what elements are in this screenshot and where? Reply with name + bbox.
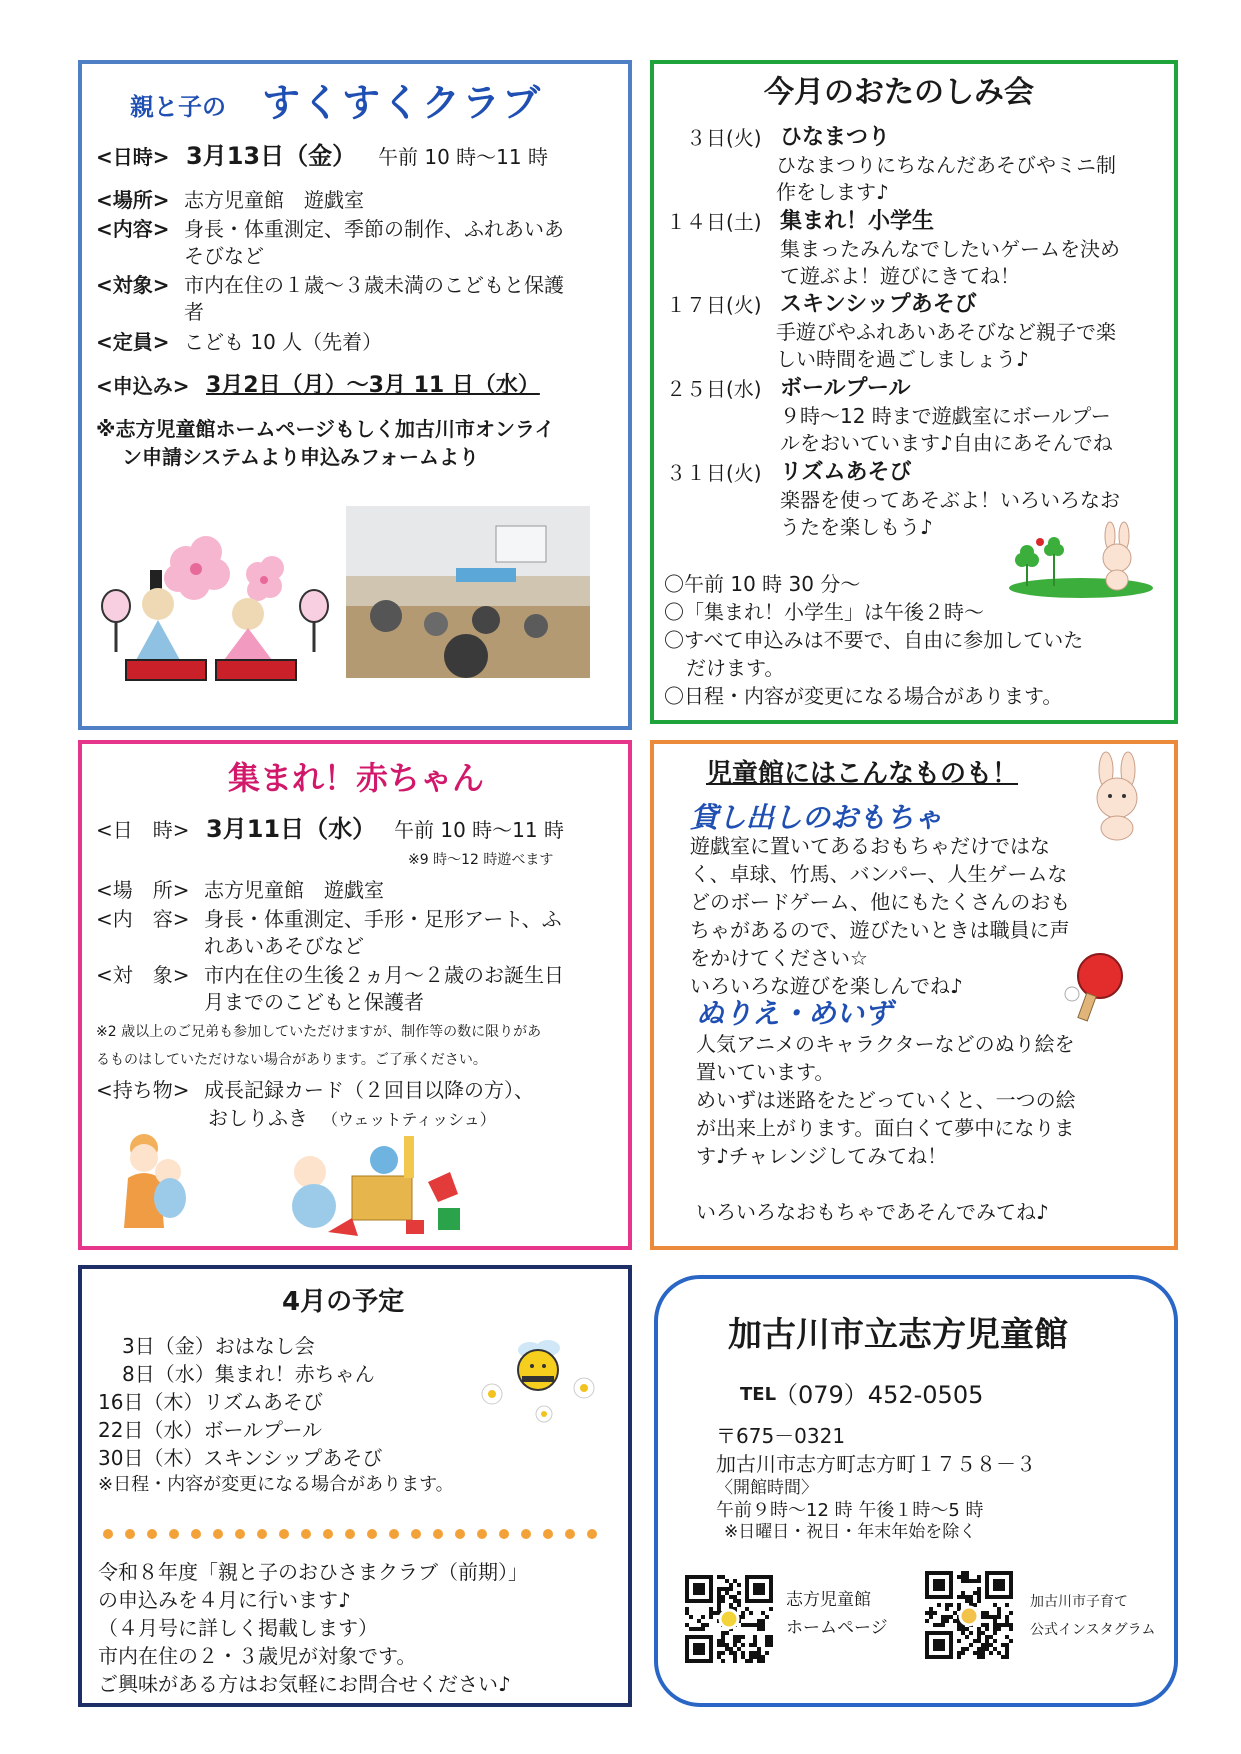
- april-item-3: 16日（木）リズムあそび: [98, 1390, 324, 1414]
- hina-dolls-illustration: [96, 532, 336, 688]
- peach-flower-icon: [164, 536, 284, 601]
- april-item-4: 22日（水）ボールプール: [98, 1418, 323, 1442]
- baby-content-2: れあいあそびなど: [204, 934, 364, 958]
- qr1-label-2: ホームページ: [786, 1618, 888, 1638]
- sun-dot: [235, 1529, 245, 1539]
- empress-doll-icon: [224, 598, 272, 660]
- event-1-desc-2: 作をします♪: [776, 180, 889, 204]
- playroom-photo: [346, 506, 590, 678]
- events-note-1: 〇午前 10 時 30 分～: [664, 572, 861, 596]
- baby-content-1: 身長・体重測定、手形・足形アート、ふ: [204, 907, 562, 931]
- event-3-desc-2: しい時間を過ごしましょう♪: [776, 347, 1029, 371]
- sun-dot: [389, 1529, 399, 1539]
- club-title: すくすくクラブ: [262, 81, 543, 125]
- baby-title: 集まれ！赤ちゃん: [228, 759, 485, 797]
- sun-dots-divider: [98, 1524, 610, 1544]
- event-1-desc-1: ひなまつりにちなんだあそびやミニ制: [776, 153, 1116, 177]
- club-capacity-label: <定員>: [96, 330, 170, 354]
- toys-coloring-heading: ぬりえ・めいず: [696, 997, 893, 1030]
- april-announce-1: 令和８年度「親と子のおひさまクラブ（前期）」: [98, 1560, 528, 1584]
- baby-place-label: <場 所>: [96, 878, 190, 902]
- event-1-name: ひなまつり: [780, 125, 891, 150]
- sun-dot: [213, 1529, 223, 1539]
- toys-rental-line-6: いろいろな遊びを楽しんでね♪: [690, 974, 963, 998]
- sun-dot: [587, 1529, 597, 1539]
- sun-dot: [477, 1529, 487, 1539]
- event-5-desc-1: 楽器を使ってあそぶよ！いろいろなお: [780, 488, 1120, 512]
- hours-label: 〈開館時間〉: [716, 1478, 818, 1498]
- toys-rental-line-1: 遊戯室に置いてあるおもちゃだけではな: [690, 834, 1050, 858]
- april-title: 4月の予定: [282, 1287, 405, 1317]
- event-1-date: ３日(火): [686, 126, 762, 150]
- sun-dot: [367, 1529, 377, 1539]
- sun-dot: [257, 1529, 267, 1539]
- event-3-desc-1: 手遊びやふれあいあそびなど親子で楽: [776, 320, 1116, 344]
- qr1-label-1: 志方児童館: [786, 1590, 871, 1610]
- rabbit-icon: [1103, 522, 1131, 590]
- event-3-name: スキンシップあそび: [780, 292, 977, 317]
- events-note-3a: 〇すべて申込みは不要で、自由に参加していた: [664, 628, 1084, 652]
- qr2-label-1: 加古川市子育て: [1030, 1594, 1128, 1610]
- sun-dot: [125, 1529, 135, 1539]
- club-content-2: そびなど: [184, 244, 264, 268]
- toys-rental-line-3: どのボードゲーム、他にもたくさんのおも: [690, 890, 1071, 914]
- event-5-name: リズムあそび: [780, 460, 912, 485]
- club-note-2: ン申請システムより申込みフォームより: [122, 445, 479, 469]
- address: 加古川市志方町志方町１７５８－３: [716, 1452, 1036, 1476]
- baby-bring-small: （ウェットティッシュ）: [322, 1110, 496, 1129]
- toys-coloring-line-2: 置いています。: [696, 1060, 835, 1084]
- april-announce-4: 市内在住の２・３歳児が対象です。: [98, 1644, 417, 1668]
- sun-dot: [103, 1529, 113, 1539]
- event-5-desc-2: うたを楽しもう♪: [780, 515, 933, 539]
- sun-dot: [191, 1529, 201, 1539]
- baby-toys-illustration: [288, 1132, 488, 1236]
- event-4-name: ボールプール: [780, 376, 911, 401]
- baby-bring-1: 成長記録カード（２回目以降の方）、: [204, 1078, 534, 1102]
- toys-coloring-line-5: す♪チャレンジしてみてね！: [696, 1144, 948, 1168]
- event-5-date: ３１日(火): [666, 461, 762, 485]
- club-time: 午前 10 時～11 時: [378, 145, 548, 169]
- toys-coloring-line-4: が出来上がります。面白くて夢中になりま: [696, 1116, 1075, 1140]
- april-announce-5: ご興味がある方はお気軽にお問合せください♪: [98, 1672, 511, 1696]
- toys-coloring-line-3: めいずは迷路をたどっていくと、一つの絵: [696, 1088, 1076, 1112]
- homepage-qr-code[interactable]: [684, 1574, 774, 1664]
- events-title: 今月のおたのしみ会: [764, 75, 1034, 110]
- baby-target-1: 市内在住の生後２ヵ月～２歳のお誕生日: [204, 963, 564, 987]
- baby-time-note: ※9 時～12 時遊べます: [408, 852, 554, 868]
- mother-baby-illustration: [114, 1128, 204, 1228]
- club-date-label: <日時>: [96, 145, 170, 169]
- april-announce-2: の申込みを４月に行います♪: [98, 1588, 351, 1612]
- baby-sibling-note-1: ※2 歳以上のご兄弟も参加していただけますが、制作等の数に限りがあ: [96, 1024, 542, 1040]
- event-2-desc-2: て遊ぶよ！遊びにきてね！: [780, 264, 1020, 288]
- events-note-3b: だけます。: [686, 656, 785, 680]
- april-item-1: 3日（金）おはなし会: [122, 1334, 315, 1358]
- ping-pong-paddle-icon: [1060, 948, 1128, 1022]
- baby-time: 午前 10 時～11 時: [394, 818, 564, 842]
- april-announce-3: （４月号に詳しく掲載します）: [98, 1616, 378, 1640]
- bee-flowers-illustration: [472, 1336, 602, 1426]
- rabbit-icon: [1082, 750, 1154, 842]
- club-target-2: 者: [184, 300, 204, 324]
- april-item-2: 8日（水）集まれ！赤ちゃん: [122, 1362, 375, 1386]
- baby-date: 3月11日（水）: [206, 815, 377, 843]
- postal-code: 〒675－0321: [716, 1424, 846, 1448]
- sun-dot: [411, 1529, 421, 1539]
- toys-closing: いろいろなおもちゃであそんでみてね♪: [696, 1200, 1049, 1224]
- bee-icon: [518, 1340, 560, 1390]
- qr2-label-2: 公式インスタグラム: [1030, 1622, 1156, 1638]
- club-content-1: 身長・体重測定、季節の制作、ふれあいあ: [184, 217, 564, 241]
- club-apply-label: <申込み>: [96, 374, 190, 398]
- club-target-1: 市内在住の１歳～３歳未満のこどもと保護: [184, 273, 564, 297]
- sun-dot: [147, 1529, 157, 1539]
- club-place: 志方児童館 遊戯室: [184, 188, 364, 212]
- club-title-small: 親と子の: [130, 93, 226, 121]
- club-target-label: <対象>: [96, 273, 170, 297]
- toys-rental-line-5: をかけてください☆: [690, 946, 868, 970]
- club-content-label: <内容>: [96, 217, 170, 241]
- event-4-desc-2: ルをおいています♪自由にあそんでね: [780, 431, 1113, 455]
- tel-number: （079）452-0505: [774, 1381, 984, 1409]
- sun-dot: [499, 1529, 509, 1539]
- baby-bring-2: おしりふき: [208, 1106, 308, 1130]
- lantern-icon: [102, 590, 328, 652]
- baby-sibling-note-2: るものはしていただけない場合があります。ご了承ください。: [96, 1052, 487, 1068]
- sun-dot: [433, 1529, 443, 1539]
- tel-label: TEL: [740, 1384, 777, 1405]
- baby-bring-label: <持ち物>: [96, 1078, 190, 1102]
- baby-content-label: <内 容>: [96, 907, 190, 931]
- club-capacity: こども 10 人（先着）: [184, 330, 383, 354]
- toys-rental-heading: 貸し出しのおもちゃ: [690, 801, 943, 834]
- club-date: 3月13日（金）: [186, 142, 357, 170]
- event-4-desc-1: ９時～12 時まで遊戯室にボールプー: [780, 404, 1111, 428]
- toys-rental-line-2: く、卓球、竹馬、バンパー、人生ゲームな: [690, 862, 1068, 886]
- event-2-desc-1: 集まったみんなでしたいゲームを決め: [780, 237, 1120, 261]
- club-place-label: <場所>: [96, 188, 170, 212]
- april-note: ※日程・内容が変更になる場合があります。: [98, 1474, 454, 1495]
- sun-dot: [169, 1529, 179, 1539]
- sun-dot: [565, 1529, 575, 1539]
- events-note-4: 〇日程・内容が変更になる場合があります。: [664, 684, 1063, 708]
- baby-date-label: <日 時>: [96, 818, 190, 842]
- club-note-1: ※志方児童館ホームページもしく加古川市オンライ: [96, 417, 555, 441]
- events-note-2: 〇「集まれ！小学生」は午後２時～: [664, 600, 984, 624]
- sun-dot: [521, 1529, 531, 1539]
- rabbit-clover-illustration: [1006, 520, 1156, 600]
- closed-days: ※日曜日・祝日・年末年始を除く: [724, 1522, 977, 1542]
- toys-title: 児童館にはこんなものも！: [706, 759, 1019, 789]
- event-2-date: １４日(土): [666, 210, 762, 234]
- sun-dot: [279, 1529, 289, 1539]
- toys-coloring-line-1: 人気アニメのキャラクターなどのぬり絵を: [696, 1032, 1075, 1056]
- baby-target-2: 月までのこどもと保護者: [204, 990, 424, 1014]
- facility-name: 加古川市立志方児童館: [728, 1315, 1068, 1355]
- event-2-name: 集まれ！小学生: [780, 209, 935, 234]
- toys-rental-line-4: ちゃがあるので、遊びたいときは職員に声: [690, 918, 1070, 942]
- april-item-5: 30日（木）スキンシップあそび: [98, 1446, 383, 1470]
- hours: 午前９時～12 時 午後１時～5 時: [716, 1500, 984, 1521]
- baby-place: 志方児童館 遊戯室: [204, 878, 384, 902]
- baby-target-label: <対 象>: [96, 963, 190, 987]
- club-apply-period: 3月2日（月）～3月 11 日（水）: [206, 373, 540, 398]
- sun-dot: [345, 1529, 355, 1539]
- event-3-date: １７日(火): [666, 293, 762, 317]
- sun-dot: [323, 1529, 333, 1539]
- sun-dot: [301, 1529, 311, 1539]
- sun-dot: [455, 1529, 465, 1539]
- event-4-date: ２５日(水): [666, 377, 762, 401]
- instagram-qr-code[interactable]: [924, 1570, 1014, 1660]
- sun-dot: [543, 1529, 553, 1539]
